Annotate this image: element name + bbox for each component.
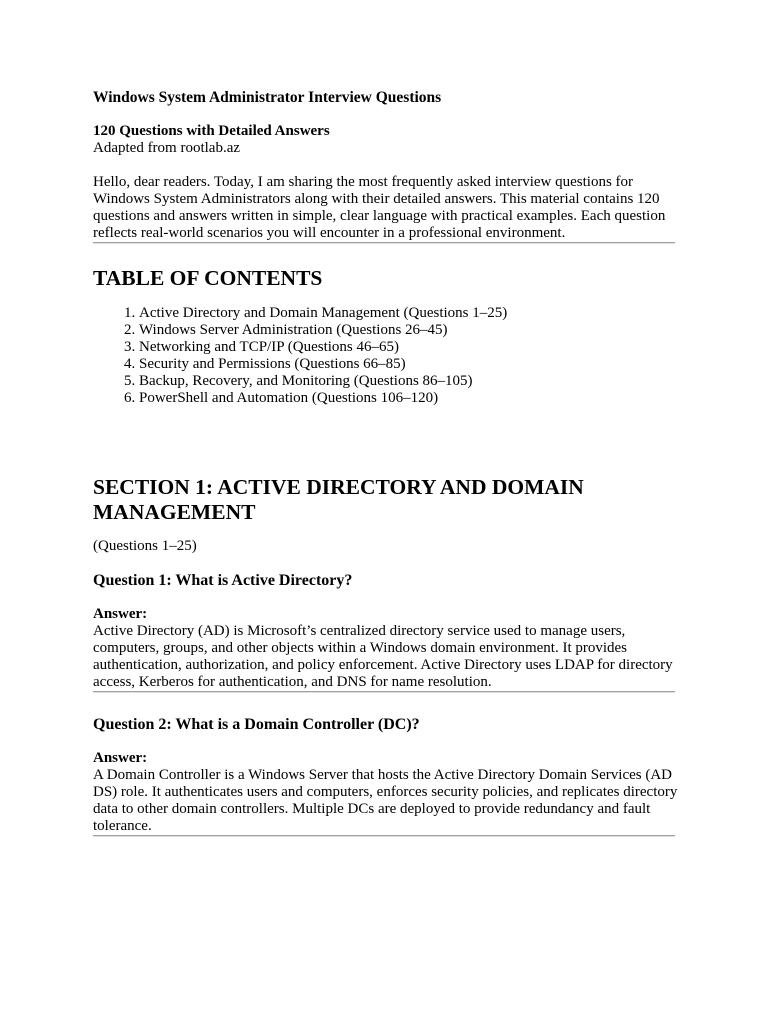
toc-item: 1. Active Directory and Domain Management (Questions 1–25): [139, 305, 678, 322]
divider: [93, 691, 675, 693]
question-title: Question 1: What is Active Directory?: [93, 572, 353, 589]
intro-paragraph: Hello, dear readers. Today, I am sharing the most frequently asked interview questions for Windows System Administrators along with their detailed answers. This material contains 120 questions and answers written in simple, clear language with practical examples. Each question reflects real-world scenarios you will encounter in a professional environment.: [93, 174, 666, 241]
toc-item: 3. Networking and TCP/IP (Questions 46–65): [139, 339, 678, 356]
section-range: (Questions 1–25): [93, 538, 197, 554]
divider: [93, 835, 675, 837]
toc-item: 2. Windows Server Administration (Questions 26–45): [139, 322, 678, 339]
question-title: Question 2: What is a Domain Controller (DC)?: [93, 716, 420, 733]
toc-heading: TABLE OF CONTENTS: [93, 266, 323, 290]
document-subtitle: 120 Questions with Detailed Answers: [93, 123, 330, 139]
answer-label: Answer:: [93, 606, 148, 622]
document-content: [93, 88, 678, 837]
answer-label: Answer:: [93, 750, 148, 766]
answer-text: A Domain Controller is a Windows Server that hosts the Active Directory Domain Services (AD DS) role. It authenticates users and computers, enforces security policies, and replicates directory data to other domain controllers. Multiple DCs are deployed to provide redundancy and fault tolerance.: [93, 767, 678, 834]
section-heading: SECTION 1: ACTIVE DIRECTORY AND DOMAIN MANAGEMENT: [93, 475, 584, 524]
toc-item: 5. Backup, Recovery, and Monitoring (Questions 86–105): [139, 373, 678, 390]
document-title: Windows System Administrator Interview Questions: [93, 89, 442, 106]
divider: [93, 242, 675, 244]
toc-list: [93, 305, 678, 407]
toc-item: 6. PowerShell and Automation (Questions 106–120): [139, 390, 678, 407]
document-source: Adapted from rootlab.az: [93, 140, 241, 156]
answer-text: Active Directory (AD) is Microsoft’s centralized directory service used to manage users, computers, groups, and other objects within a Windows domain environment. It provides authentication, authorization, and policy enforcement. Active Directory uses LDAP for directory access, Kerberos for authentication, and DNS for name resolution.: [93, 623, 673, 690]
toc-item: 4. Security and Permissions (Questions 66–85): [139, 356, 678, 373]
